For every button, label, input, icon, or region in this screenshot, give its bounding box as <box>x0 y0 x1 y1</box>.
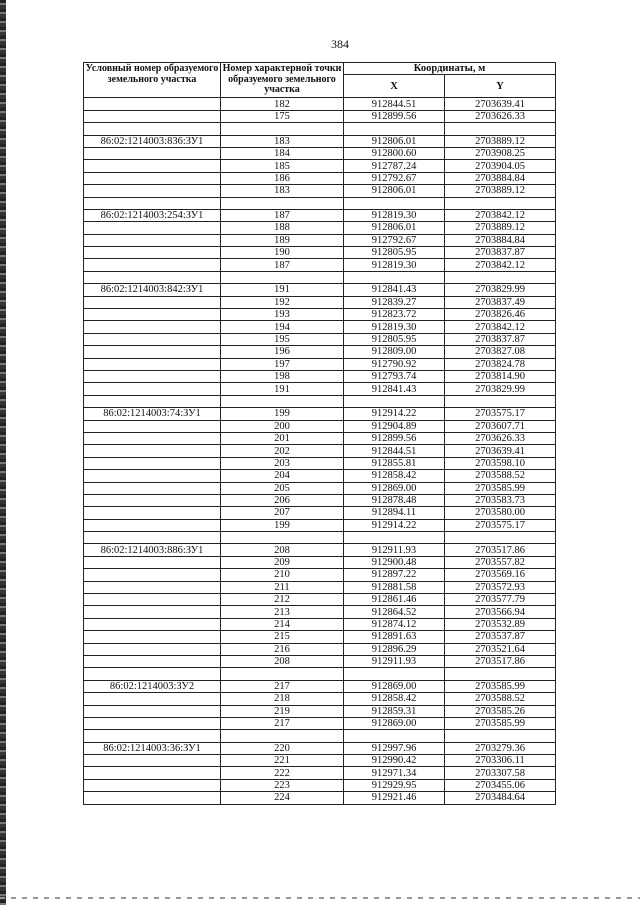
cell-y: 2703585.99 <box>445 680 556 692</box>
cell-x: 912881.58 <box>344 581 445 593</box>
table-row <box>84 408 556 420</box>
cell-plot: 86:02:1214003:254:ЗУ1 <box>84 209 221 221</box>
cell-point: 213 <box>221 606 344 618</box>
cell-plot <box>84 172 221 184</box>
cell-y: 2703569.16 <box>445 569 556 581</box>
cell-point: 223 <box>221 779 344 791</box>
cell-x: 912819.30 <box>344 321 445 333</box>
table-row <box>84 333 556 345</box>
cell-point <box>221 730 344 742</box>
cell-x: 912841.43 <box>344 383 445 395</box>
cell-y: 2703908.25 <box>445 147 556 159</box>
cell-x: 912891.63 <box>344 631 445 643</box>
cell-y: 2703521.64 <box>445 643 556 655</box>
cell-y: 2703577.79 <box>445 594 556 606</box>
table-row <box>84 631 556 643</box>
coordinates-table <box>83 62 556 805</box>
header-point-number: Номер характерной точки образуемого земельного участка <box>221 63 344 98</box>
cell-y <box>445 395 556 407</box>
table-row <box>84 123 556 135</box>
cell-x <box>344 730 445 742</box>
table-row <box>84 185 556 197</box>
table-row <box>84 755 556 767</box>
cell-point: 208 <box>221 655 344 667</box>
cell-y: 2703279.36 <box>445 742 556 754</box>
cell-point: 210 <box>221 569 344 581</box>
cell-y: 2703537.87 <box>445 631 556 643</box>
cell-x: 912929.95 <box>344 779 445 791</box>
cell-plot: 86:02:1214003:ЗУ2 <box>84 680 221 692</box>
scan-bottom-artifact <box>0 897 640 899</box>
cell-x: 912839.27 <box>344 296 445 308</box>
cell-point: 199 <box>221 519 344 531</box>
cell-plot <box>84 420 221 432</box>
table-row <box>84 618 556 630</box>
cell-x: 912899.56 <box>344 110 445 122</box>
cell-y: 2703585.26 <box>445 705 556 717</box>
cell-point: 206 <box>221 494 344 506</box>
cell-x: 912869.00 <box>344 717 445 729</box>
cell-plot <box>84 309 221 321</box>
table-row <box>84 259 556 271</box>
cell-plot <box>84 581 221 593</box>
cell-y: 2703607.71 <box>445 420 556 432</box>
cell-plot <box>84 705 221 717</box>
table-row <box>84 693 556 705</box>
cell-x: 912878.48 <box>344 494 445 506</box>
cell-point: 196 <box>221 346 344 358</box>
cell-plot <box>84 370 221 382</box>
cell-x: 912844.51 <box>344 445 445 457</box>
cell-point: 200 <box>221 420 344 432</box>
cell-y: 2703884.84 <box>445 234 556 246</box>
cell-plot <box>84 532 221 544</box>
cell-point: 224 <box>221 792 344 804</box>
cell-point: 189 <box>221 234 344 246</box>
table-row <box>84 569 556 581</box>
cell-plot <box>84 494 221 506</box>
cell-x: 912806.01 <box>344 185 445 197</box>
table-row <box>84 792 556 804</box>
cell-point: 222 <box>221 767 344 779</box>
cell-y: 2703826.46 <box>445 309 556 321</box>
cell-point: 204 <box>221 470 344 482</box>
cell-x: 912861.46 <box>344 594 445 606</box>
cell-x: 912894.11 <box>344 507 445 519</box>
cell-point: 216 <box>221 643 344 655</box>
cell-y: 2703626.33 <box>445 110 556 122</box>
cell-x: 912858.42 <box>344 470 445 482</box>
table-row <box>84 494 556 506</box>
cell-plot <box>84 482 221 494</box>
cell-plot <box>84 643 221 655</box>
cell-x: 912819.30 <box>344 259 445 271</box>
cell-x: 912914.22 <box>344 408 445 420</box>
cell-plot: 86:02:1214003:842:ЗУ1 <box>84 284 221 296</box>
table-row <box>84 482 556 494</box>
cell-point: 219 <box>221 705 344 717</box>
cell-y <box>445 197 556 209</box>
cell-point: 218 <box>221 693 344 705</box>
table-row <box>84 519 556 531</box>
cell-point: 190 <box>221 247 344 259</box>
cell-plot <box>84 457 221 469</box>
cell-plot <box>84 445 221 457</box>
table-row <box>84 172 556 184</box>
table-row <box>84 655 556 667</box>
cell-y <box>445 730 556 742</box>
table-row <box>84 445 556 457</box>
cell-plot <box>84 259 221 271</box>
cell-point: 201 <box>221 432 344 444</box>
cell-point: 215 <box>221 631 344 643</box>
cell-y: 2703829.99 <box>445 284 556 296</box>
cell-point: 188 <box>221 222 344 234</box>
page-number: 384 <box>331 37 349 51</box>
cell-y: 2703842.12 <box>445 259 556 271</box>
cell-y: 2703532.89 <box>445 618 556 630</box>
cell-x: 912819.30 <box>344 209 445 221</box>
cell-plot <box>84 470 221 482</box>
cell-plot <box>84 123 221 135</box>
cell-plot <box>84 631 221 643</box>
cell-point: 202 <box>221 445 344 457</box>
cell-point: 187 <box>221 209 344 221</box>
cell-plot <box>84 147 221 159</box>
cell-y: 2703572.93 <box>445 581 556 593</box>
cell-point <box>221 271 344 283</box>
cell-point <box>221 123 344 135</box>
table-row <box>84 420 556 432</box>
header-plot-number: Условный номер образуемого земельного участка <box>84 63 221 98</box>
cell-y: 2703575.17 <box>445 519 556 531</box>
cell-x: 912997.96 <box>344 742 445 754</box>
cell-point: 182 <box>221 98 344 110</box>
cell-x: 912793.74 <box>344 370 445 382</box>
cell-y: 2703588.52 <box>445 470 556 482</box>
cell-plot <box>84 296 221 308</box>
cell-y: 2703889.12 <box>445 222 556 234</box>
cell-y: 2703884.84 <box>445 172 556 184</box>
cell-y: 2703484.64 <box>445 792 556 804</box>
cell-y: 2703842.12 <box>445 209 556 221</box>
cell-y: 2703517.86 <box>445 655 556 667</box>
cell-plot <box>84 556 221 568</box>
table-row <box>84 296 556 308</box>
table-row <box>84 742 556 754</box>
cell-x: 912855.81 <box>344 457 445 469</box>
table-row <box>84 680 556 692</box>
cell-x: 912805.95 <box>344 333 445 345</box>
cell-y: 2703889.12 <box>445 135 556 147</box>
header-x: X <box>344 75 445 98</box>
table-row <box>84 358 556 370</box>
cell-y <box>445 532 556 544</box>
cell-x: 912792.67 <box>344 234 445 246</box>
table-row <box>84 594 556 606</box>
table-row <box>84 247 556 259</box>
cell-y: 2703626.33 <box>445 432 556 444</box>
table-row <box>84 668 556 680</box>
cell-plot <box>84 271 221 283</box>
table-row <box>84 470 556 482</box>
table-row <box>84 346 556 358</box>
cell-plot <box>84 606 221 618</box>
table-body <box>84 98 556 804</box>
table-row <box>84 457 556 469</box>
cell-y: 2703837.49 <box>445 296 556 308</box>
cell-point: 184 <box>221 147 344 159</box>
cell-x: 912911.93 <box>344 655 445 667</box>
cell-plot <box>84 185 221 197</box>
table-row <box>84 432 556 444</box>
table-row <box>84 730 556 742</box>
cell-point: 214 <box>221 618 344 630</box>
cell-point: 197 <box>221 358 344 370</box>
cell-plot <box>84 507 221 519</box>
cell-x: 912844.51 <box>344 98 445 110</box>
table-row <box>84 321 556 333</box>
cell-point: 203 <box>221 457 344 469</box>
cell-point: 183 <box>221 135 344 147</box>
cell-plot <box>84 755 221 767</box>
cell-x: 912904.89 <box>344 420 445 432</box>
table-row <box>84 197 556 209</box>
header-y: Y <box>445 75 556 98</box>
cell-point: 199 <box>221 408 344 420</box>
cell-y: 2703580.00 <box>445 507 556 519</box>
cell-plot <box>84 160 221 172</box>
table-row <box>84 581 556 593</box>
table-row <box>84 147 556 159</box>
cell-x <box>344 395 445 407</box>
cell-x <box>344 197 445 209</box>
cell-x: 912869.00 <box>344 482 445 494</box>
table-row <box>84 606 556 618</box>
cell-y: 2703829.99 <box>445 383 556 395</box>
cell-point: 191 <box>221 284 344 296</box>
cell-x: 912823.72 <box>344 309 445 321</box>
table-row <box>84 767 556 779</box>
table-row <box>84 209 556 221</box>
cell-x: 912806.01 <box>344 222 445 234</box>
cell-plot: 86:02:1214003:74:ЗУ1 <box>84 408 221 420</box>
cell-y: 2703517.86 <box>445 544 556 556</box>
cell-x <box>344 532 445 544</box>
cell-plot <box>84 98 221 110</box>
cell-y: 2703557.82 <box>445 556 556 568</box>
cell-y: 2703306.11 <box>445 755 556 767</box>
cell-x: 912899.56 <box>344 432 445 444</box>
cell-point: 212 <box>221 594 344 606</box>
cell-y <box>445 668 556 680</box>
table-row <box>84 556 556 568</box>
cell-y: 2703639.41 <box>445 98 556 110</box>
cell-plot <box>84 383 221 395</box>
cell-plot <box>84 519 221 531</box>
cell-x: 912874.12 <box>344 618 445 630</box>
cell-y: 2703307.58 <box>445 767 556 779</box>
cell-point <box>221 197 344 209</box>
cell-y: 2703824.78 <box>445 358 556 370</box>
cell-x <box>344 123 445 135</box>
cell-y: 2703814.90 <box>445 370 556 382</box>
cell-point <box>221 395 344 407</box>
table-row <box>84 383 556 395</box>
cell-plot <box>84 234 221 246</box>
cell-plot <box>84 792 221 804</box>
cell-y: 2703842.12 <box>445 321 556 333</box>
cell-y: 2703837.87 <box>445 247 556 259</box>
cell-point: 217 <box>221 717 344 729</box>
cell-x: 912971.34 <box>344 767 445 779</box>
cell-y: 2703455.06 <box>445 779 556 791</box>
cell-plot <box>84 618 221 630</box>
cell-x: 912990.42 <box>344 755 445 767</box>
cell-x: 912914.22 <box>344 519 445 531</box>
cell-x: 912869.00 <box>344 680 445 692</box>
table-row <box>84 370 556 382</box>
cell-x: 912809.00 <box>344 346 445 358</box>
cell-y: 2703889.12 <box>445 185 556 197</box>
table-row <box>84 110 556 122</box>
cell-point: 209 <box>221 556 344 568</box>
cell-y: 2703583.73 <box>445 494 556 506</box>
cell-y: 2703904.05 <box>445 160 556 172</box>
cell-point: 205 <box>221 482 344 494</box>
cell-point: 183 <box>221 185 344 197</box>
table-row <box>84 309 556 321</box>
cell-x <box>344 668 445 680</box>
cell-point: 186 <box>221 172 344 184</box>
cell-point: 175 <box>221 110 344 122</box>
cell-x <box>344 271 445 283</box>
cell-plot <box>84 668 221 680</box>
cell-plot: 86:02:1214003:36:ЗУ1 <box>84 742 221 754</box>
cell-plot <box>84 779 221 791</box>
cell-y: 2703827.08 <box>445 346 556 358</box>
cell-y: 2703575.17 <box>445 408 556 420</box>
cell-point: 208 <box>221 544 344 556</box>
cell-point: 220 <box>221 742 344 754</box>
cell-x: 912897.22 <box>344 569 445 581</box>
cell-x: 912921.46 <box>344 792 445 804</box>
cell-plot <box>84 717 221 729</box>
cell-plot <box>84 110 221 122</box>
cell-plot <box>84 569 221 581</box>
cell-x: 912806.01 <box>344 135 445 147</box>
table-row <box>84 779 556 791</box>
table-row <box>84 284 556 296</box>
cell-point: 192 <box>221 296 344 308</box>
table-row <box>84 532 556 544</box>
cell-plot <box>84 358 221 370</box>
cell-plot <box>84 730 221 742</box>
cell-point: 194 <box>221 321 344 333</box>
cell-x: 912841.43 <box>344 284 445 296</box>
cell-y: 2703585.99 <box>445 482 556 494</box>
cell-y <box>445 271 556 283</box>
cell-point: 195 <box>221 333 344 345</box>
cell-x: 912858.42 <box>344 693 445 705</box>
table-row <box>84 643 556 655</box>
header-coordinates: Координаты, м <box>344 63 556 75</box>
cell-plot <box>84 346 221 358</box>
cell-x: 912900.48 <box>344 556 445 568</box>
cell-y: 2703598.10 <box>445 457 556 469</box>
cell-x: 912790.92 <box>344 358 445 370</box>
cell-plot: 86:02:1214003:836:ЗУ1 <box>84 135 221 147</box>
cell-plot: 86:02:1214003:886:ЗУ1 <box>84 544 221 556</box>
cell-y <box>445 123 556 135</box>
cell-plot <box>84 197 221 209</box>
table-row <box>84 705 556 717</box>
cell-plot <box>84 222 221 234</box>
cell-point: 193 <box>221 309 344 321</box>
cell-point: 217 <box>221 680 344 692</box>
scan-edge-artifact <box>0 0 6 905</box>
table-row <box>84 271 556 283</box>
cell-plot <box>84 395 221 407</box>
table-row <box>84 234 556 246</box>
cell-plot <box>84 767 221 779</box>
cell-point: 185 <box>221 160 344 172</box>
cell-y: 2703639.41 <box>445 445 556 457</box>
cell-point <box>221 532 344 544</box>
table-row <box>84 544 556 556</box>
cell-x: 912911.93 <box>344 544 445 556</box>
cell-point: 211 <box>221 581 344 593</box>
cell-plot <box>84 594 221 606</box>
cell-plot <box>84 693 221 705</box>
cell-plot <box>84 247 221 259</box>
cell-x: 912859.31 <box>344 705 445 717</box>
cell-x: 912800.60 <box>344 147 445 159</box>
cell-y: 2703837.87 <box>445 333 556 345</box>
cell-plot <box>84 655 221 667</box>
cell-y: 2703566.94 <box>445 606 556 618</box>
cell-point: 198 <box>221 370 344 382</box>
cell-point: 187 <box>221 259 344 271</box>
table-row <box>84 395 556 407</box>
cell-point: 221 <box>221 755 344 767</box>
cell-point: 191 <box>221 383 344 395</box>
cell-y: 2703588.52 <box>445 693 556 705</box>
cell-x: 912896.29 <box>344 643 445 655</box>
table-row <box>84 222 556 234</box>
cell-y: 2703585.99 <box>445 717 556 729</box>
cell-x: 912864.52 <box>344 606 445 618</box>
cell-point: 207 <box>221 507 344 519</box>
table-row <box>84 507 556 519</box>
table-row <box>84 135 556 147</box>
cell-x: 912787.24 <box>344 160 445 172</box>
cell-plot <box>84 321 221 333</box>
table-row <box>84 98 556 110</box>
cell-x: 912805.95 <box>344 247 445 259</box>
cell-plot <box>84 432 221 444</box>
cell-plot <box>84 333 221 345</box>
table-row <box>84 717 556 729</box>
cell-point <box>221 668 344 680</box>
table-row <box>84 160 556 172</box>
cell-x: 912792.67 <box>344 172 445 184</box>
